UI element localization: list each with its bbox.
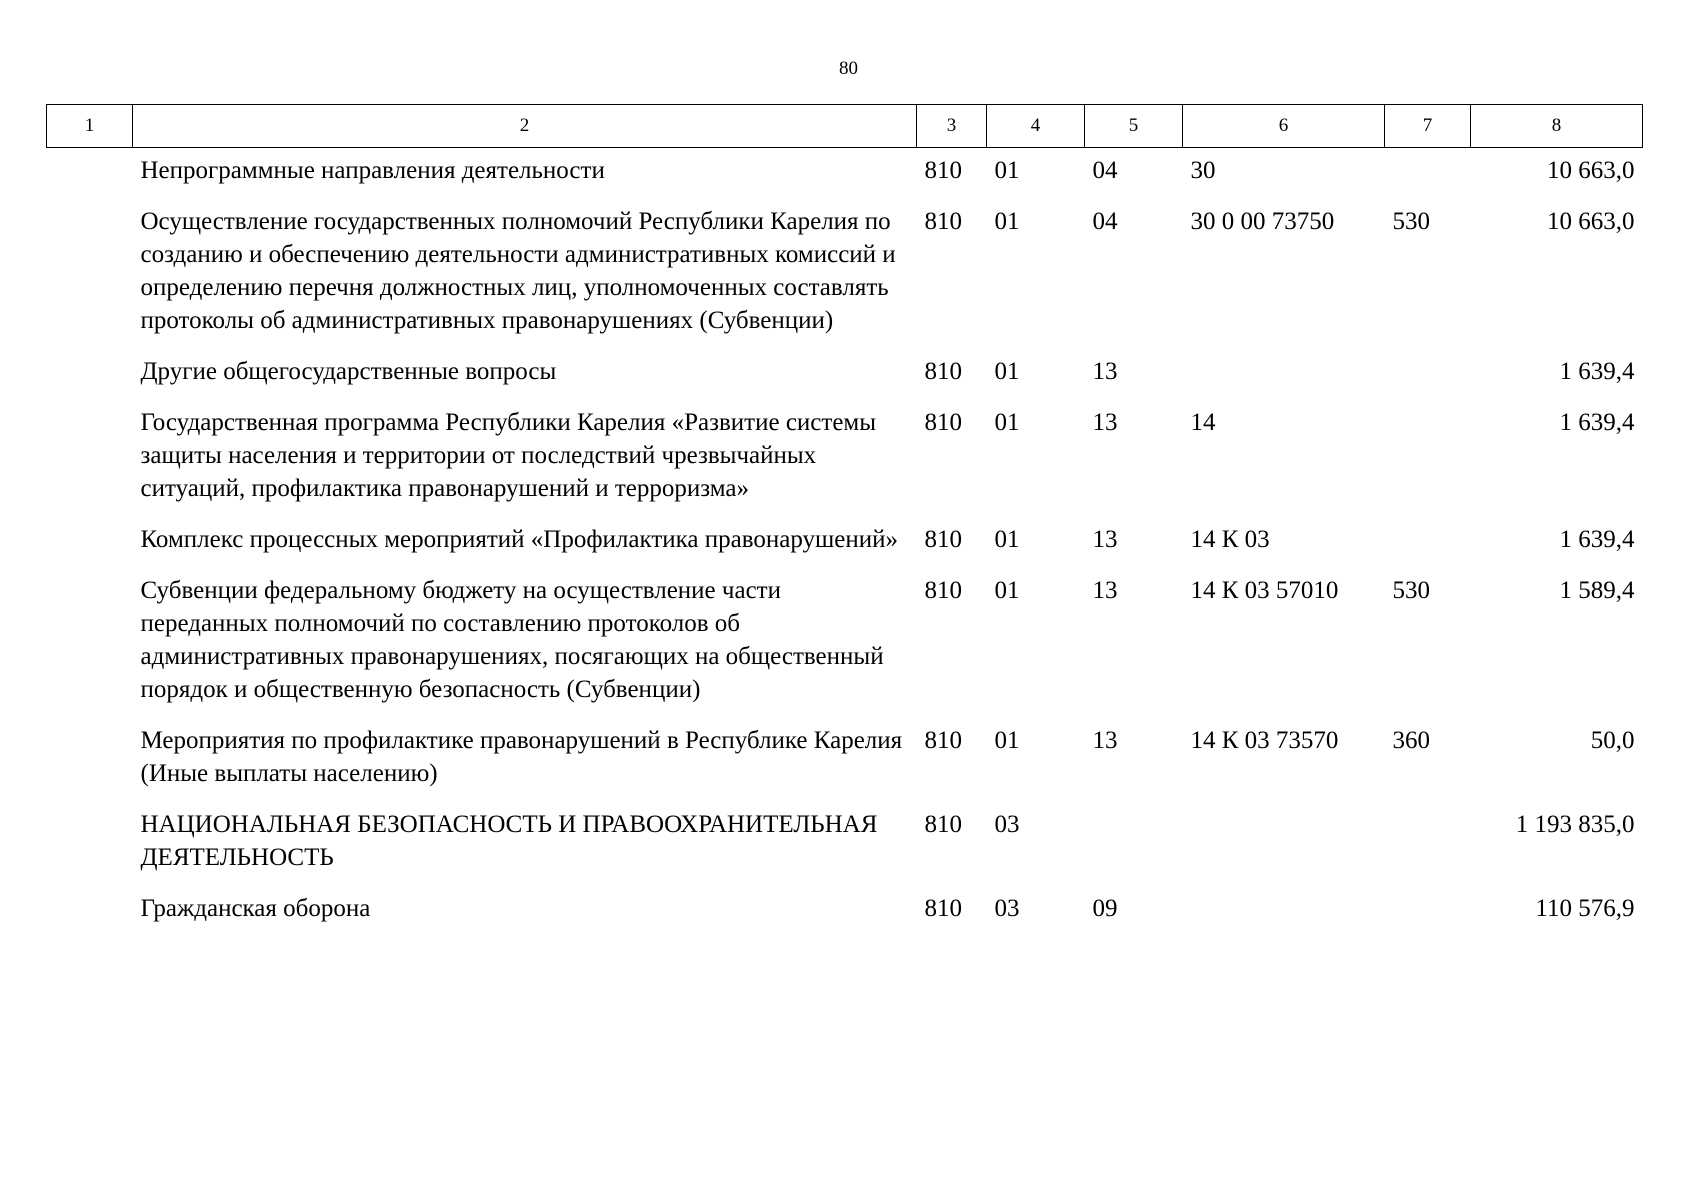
subsection-code: 13: [1092, 409, 1118, 436]
expense-type-code: 530: [1392, 208, 1430, 235]
subsection-code: [1085, 798, 1183, 882]
row-code-cell: [47, 195, 133, 345]
section-code: 01: [994, 409, 1020, 436]
amount: 110 576,9: [1535, 895, 1635, 922]
row-name: Другие общегосударственные вопросы: [140, 358, 557, 385]
target-article-code: [1183, 798, 1385, 882]
subsection-code: 04: [1092, 157, 1118, 184]
ministry-code: 810: [924, 409, 962, 436]
amount: 1 639,4: [1559, 358, 1635, 385]
target-article-code: 14 К 03 73570: [1190, 727, 1339, 754]
table-header-row: [47, 105, 1643, 148]
expense-type-code: [1385, 513, 1471, 564]
budget-table: [46, 104, 1643, 933]
table-row: [47, 564, 1643, 714]
subsection-code: 13: [1092, 526, 1118, 553]
table-row: [47, 148, 1643, 196]
table-row: [47, 396, 1643, 513]
ministry-code: 810: [924, 208, 962, 235]
amount: 1 193 835,0: [1515, 811, 1635, 838]
table-row: [47, 195, 1643, 345]
expense-type-code: [1385, 148, 1471, 196]
section-code: 01: [994, 157, 1020, 184]
row-code-cell: [47, 714, 133, 798]
table-row: [47, 513, 1643, 564]
row-name: Государственная программа Республики Карелия «Развитие системы защиты населения и территории от последствий чрезвычайных ситуаций, профилактика правонарушений и терроризма»: [140, 409, 877, 502]
ministry-code: 810: [924, 811, 962, 838]
target-article-code: [1183, 882, 1385, 933]
amount: 10 663,0: [1547, 208, 1635, 235]
subsection-code: 04: [1092, 208, 1118, 235]
table-row: [47, 345, 1643, 396]
expense-type-code: [1385, 798, 1471, 882]
column-header: 8: [1471, 105, 1643, 148]
section-code: 01: [994, 727, 1020, 754]
expense-type-code: [1385, 396, 1471, 513]
row-name: Гражданская оборона: [140, 895, 371, 922]
page-number: 80: [839, 58, 858, 79]
subsection-code: 13: [1092, 727, 1118, 754]
row-code-cell: [47, 564, 133, 714]
table-row: [47, 882, 1643, 933]
row-code-cell: [47, 345, 133, 396]
section-code: 01: [994, 358, 1020, 385]
row-code-cell: [47, 396, 133, 513]
table-row: [47, 714, 1643, 798]
amount: 10 663,0: [1547, 157, 1635, 184]
amount: 1 639,4: [1559, 409, 1635, 436]
target-article-code: 30: [1190, 157, 1216, 184]
column-header: 3: [917, 105, 987, 148]
row-name: Осуществление государственных полномочий Республики Карелия по созданию и обеспечению деятельности административных комиссий и определению перечня должностных лиц, уполномоченных составлять протоколы об административных правонарушениях (Субвенции): [140, 208, 896, 334]
section-code: 01: [994, 208, 1020, 235]
target-article-code: [1183, 345, 1385, 396]
ministry-code: 810: [924, 577, 962, 604]
subsection-code: 13: [1092, 577, 1118, 604]
ministry-code: 810: [924, 895, 962, 922]
row-name: Субвенции федеральному бюджету на осуществление части переданных полномочий по составлению протоколов об административных правонарушениях, посягающих на общественный порядок и общественную безопасность (Субвенции): [140, 577, 884, 703]
target-article-code: 14 К 03: [1190, 526, 1270, 553]
section-code: 03: [994, 895, 1020, 922]
amount: 50,0: [1590, 727, 1635, 754]
row-name: Комплекс процессных мероприятий «Профилактика правонарушений»: [140, 526, 898, 553]
row-name: НАЦИОНАЛЬНАЯ БЕЗОПАСНОСТЬ И ПРАВООХРАНИТЕЛЬНАЯ ДЕЯТЕЛЬНОСТЬ: [140, 811, 878, 871]
expense-type-code: 530: [1392, 577, 1430, 604]
column-header: 4: [987, 105, 1085, 148]
column-header: 5: [1085, 105, 1183, 148]
row-code-cell: [47, 798, 133, 882]
column-header: 1: [47, 105, 133, 148]
amount: 1 639,4: [1559, 526, 1635, 553]
row-name: Непрограммные направления деятельности: [140, 157, 605, 184]
column-header: 7: [1385, 105, 1471, 148]
ministry-code: 810: [924, 526, 962, 553]
row-code-cell: [47, 513, 133, 564]
subsection-code: 09: [1092, 895, 1118, 922]
expense-type-code: 360: [1392, 727, 1430, 754]
amount: 1 589,4: [1559, 577, 1635, 604]
subsection-code: 13: [1092, 358, 1118, 385]
target-article-code: 30 0 00 73750: [1190, 208, 1335, 235]
section-code: 01: [994, 526, 1020, 553]
section-code: 01: [994, 577, 1020, 604]
ministry-code: 810: [924, 358, 962, 385]
ministry-code: 810: [924, 727, 962, 754]
column-header: 6: [1183, 105, 1385, 148]
ministry-code: 810: [924, 157, 962, 184]
expense-type-code: [1385, 345, 1471, 396]
target-article-code: 14 К 03 57010: [1190, 577, 1339, 604]
expense-type-code: [1385, 882, 1471, 933]
section-code: 03: [994, 811, 1020, 838]
row-code-cell: [47, 882, 133, 933]
row-code-cell: [47, 148, 133, 196]
table-row: [47, 798, 1643, 882]
column-header: 2: [133, 105, 917, 148]
row-name: Мероприятия по профилактике правонарушений в Республике Карелия (Иные выплаты населению): [140, 727, 903, 787]
target-article-code: 14: [1190, 409, 1216, 436]
